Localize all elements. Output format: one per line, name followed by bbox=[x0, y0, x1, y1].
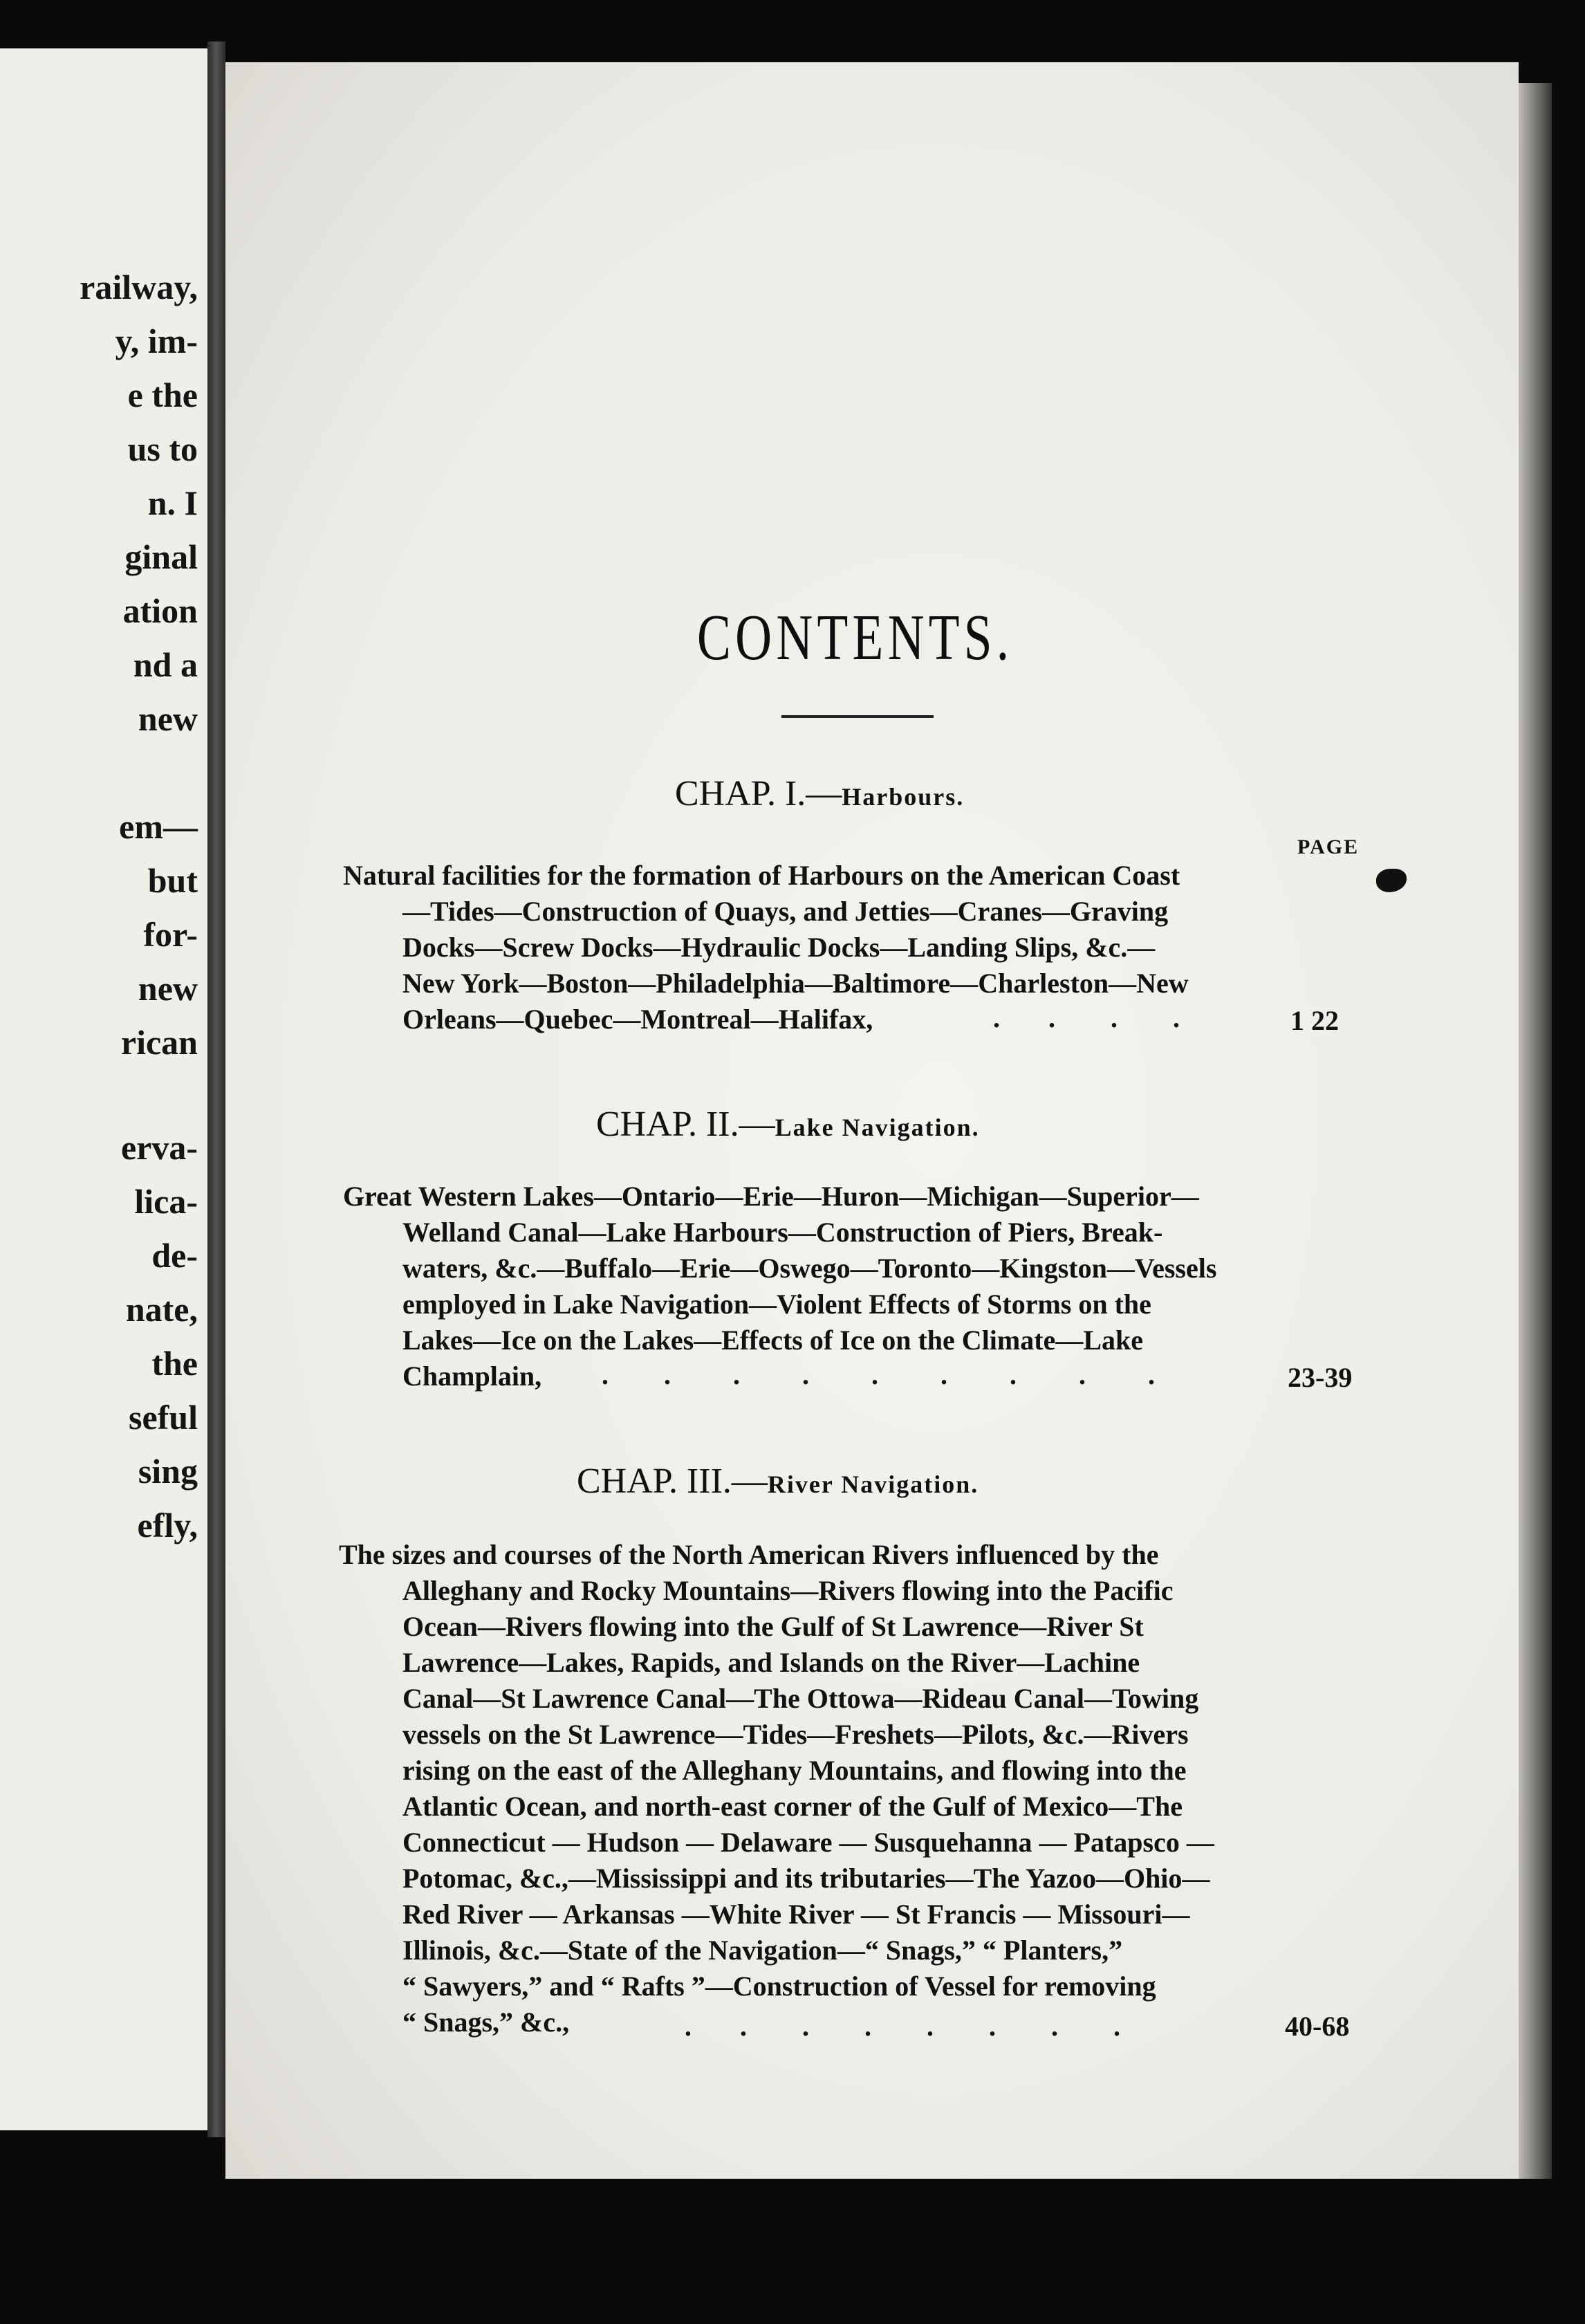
left-page-line: railway, bbox=[80, 268, 198, 306]
chapter-3-heading bbox=[577, 1461, 979, 1502]
left-page-fragment bbox=[0, 48, 210, 2130]
chapter-1-line: New York—Boston—Philadelphia—Baltimore—Charleston—New bbox=[402, 968, 1189, 999]
chapter-2-pages: 23-39 bbox=[1288, 1362, 1353, 1393]
left-page-line: the bbox=[151, 1344, 198, 1383]
chapter-2-heading bbox=[596, 1104, 980, 1145]
chapter-2-line: employed in Lake Navigation—Violent Effects of Storms on the bbox=[402, 1289, 1151, 1320]
left-page-line: nd a bbox=[133, 645, 198, 684]
book-gutter bbox=[207, 42, 225, 2137]
chapter-3-line: rising on the east of the Alleghany Mountains, and flowing into the bbox=[402, 1755, 1187, 1786]
left-page-line: erva- bbox=[120, 1128, 198, 1167]
chapter-3-line: vessels on the St Lawrence—Tides—Freshets—Pilots, &c.—Rivers bbox=[402, 1719, 1189, 1750]
chapter-3-line: Red River — Arkansas —White River — St Francis — Missouri— bbox=[402, 1899, 1190, 1930]
chapter-2-line: Lakes—Ice on the Lakes—Effects of Ice on the Climate—Lake bbox=[402, 1325, 1143, 1356]
chapter-3-line: “ Snags,” &c., bbox=[402, 2007, 570, 2038]
left-page-line: sing bbox=[138, 1452, 198, 1491]
left-page-line: seful bbox=[129, 1398, 198, 1437]
left-page-line: ation bbox=[122, 591, 198, 630]
chapter-3-line: Illinois, &c.—State of the Navigation—“ Snags,” “ Planters,” bbox=[402, 1935, 1123, 1966]
chapter-1-number: CHAP. I.— bbox=[675, 774, 842, 813]
left-page-line: us to bbox=[127, 430, 198, 468]
chapter-3-line: Potomac, &c.,—Mississippi and its tributaries—The Yazoo—Ohio— bbox=[402, 1863, 1210, 1894]
chapter-3-line: Atlantic Ocean, and north-east corner of the Gulf of Mexico—The bbox=[402, 1791, 1183, 1822]
left-page-line: lica- bbox=[134, 1182, 198, 1221]
chapter-2-subject: Lake Navigation. bbox=[775, 1114, 980, 1141]
chapter-3-line: Canal—St Lawrence Canal—The Ottowa—Rideau Canal—Towing bbox=[402, 1683, 1199, 1714]
left-page-line: efly, bbox=[137, 1506, 198, 1544]
left-page-line: e the bbox=[127, 376, 198, 414]
left-page-line: n. I bbox=[147, 483, 198, 522]
chapter-3-number: CHAP. III.— bbox=[577, 1461, 768, 1501]
chapter-2-line: Welland Canal—Lake Harbours—Construction of Piers, Break- bbox=[402, 1217, 1163, 1248]
chapter-1-line: Docks—Screw Docks—Hydraulic Docks—Landing Slips, &c.— bbox=[402, 932, 1156, 963]
chapter-2-line: Great Western Lakes—Ontario—Erie—Huron—Michigan—Superior— bbox=[343, 1181, 1199, 1212]
chapter-1-line: Orleans—Quebec—Montreal—Halifax, bbox=[402, 1004, 873, 1035]
chapter-1-pages: 1 22 bbox=[1290, 1005, 1339, 1036]
left-page-line: but bbox=[147, 861, 198, 900]
chapter-3-line: The sizes and courses of the North American Rivers influenced by the bbox=[339, 1539, 1159, 1570]
chapter-1-line: —Tides—Construction of Quays, and Jetties—Cranes—Graving bbox=[402, 896, 1169, 927]
chapter-3-line: Ocean—Rivers flowing into the Gulf of St Lawrence—River St bbox=[402, 1611, 1144, 1642]
left-page-line: nate, bbox=[125, 1290, 198, 1329]
contents-title: CONTENTS. bbox=[697, 602, 1014, 674]
left-page-line: em— bbox=[119, 807, 198, 846]
left-page-line: ginal bbox=[124, 537, 198, 576]
chapter-3-subject: River Navigation. bbox=[767, 1470, 979, 1498]
leader-dots: . . . . . . . . . bbox=[602, 1359, 1155, 1390]
left-page-line: new bbox=[138, 699, 198, 738]
chapter-1-heading bbox=[675, 773, 964, 814]
chapter-1-line: Natural facilities for the formation of Harbours on the American Coast bbox=[343, 860, 1180, 891]
chapter-1-subject: Harbours. bbox=[842, 783, 965, 811]
chapter-3-pages: 40-68 bbox=[1285, 2011, 1350, 2042]
title-rule bbox=[781, 715, 934, 718]
chapter-3-line: Connecticut — Hudson — Delaware — Susquehanna — Patapsco — bbox=[402, 1827, 1214, 1858]
chapter-3-line: “ Sawyers,” and “ Rafts ”—Construction of Vessel for removing bbox=[402, 1971, 1156, 2002]
left-page-line: y, im- bbox=[115, 322, 198, 360]
page-edge bbox=[1519, 83, 1552, 2179]
chapter-3-line: Alleghany and Rocky Mountains—Rivers flowing into the Pacific bbox=[402, 1575, 1174, 1606]
chapter-2-number: CHAP. II.— bbox=[596, 1105, 775, 1144]
left-page-line: rican bbox=[120, 1023, 198, 1062]
chapter-2-line: waters, &c.—Buffalo—Erie—Oswego—Toronto—Kingston—Vessels bbox=[402, 1253, 1217, 1284]
chapter-2-line: Champlain, bbox=[402, 1361, 542, 1392]
leader-dots: . . . . bbox=[993, 1002, 1180, 1033]
page-column-label: PAGE bbox=[1297, 836, 1360, 858]
chapter-3-line: Lawrence—Lakes, Rapids, and Islands on the River—Lachine bbox=[402, 1647, 1140, 1678]
left-page-line: new bbox=[138, 969, 198, 1008]
leader-dots: . . . . . . . . bbox=[685, 2011, 1120, 2042]
left-page-line: for- bbox=[143, 915, 198, 954]
left-page-line: de- bbox=[151, 1236, 198, 1275]
